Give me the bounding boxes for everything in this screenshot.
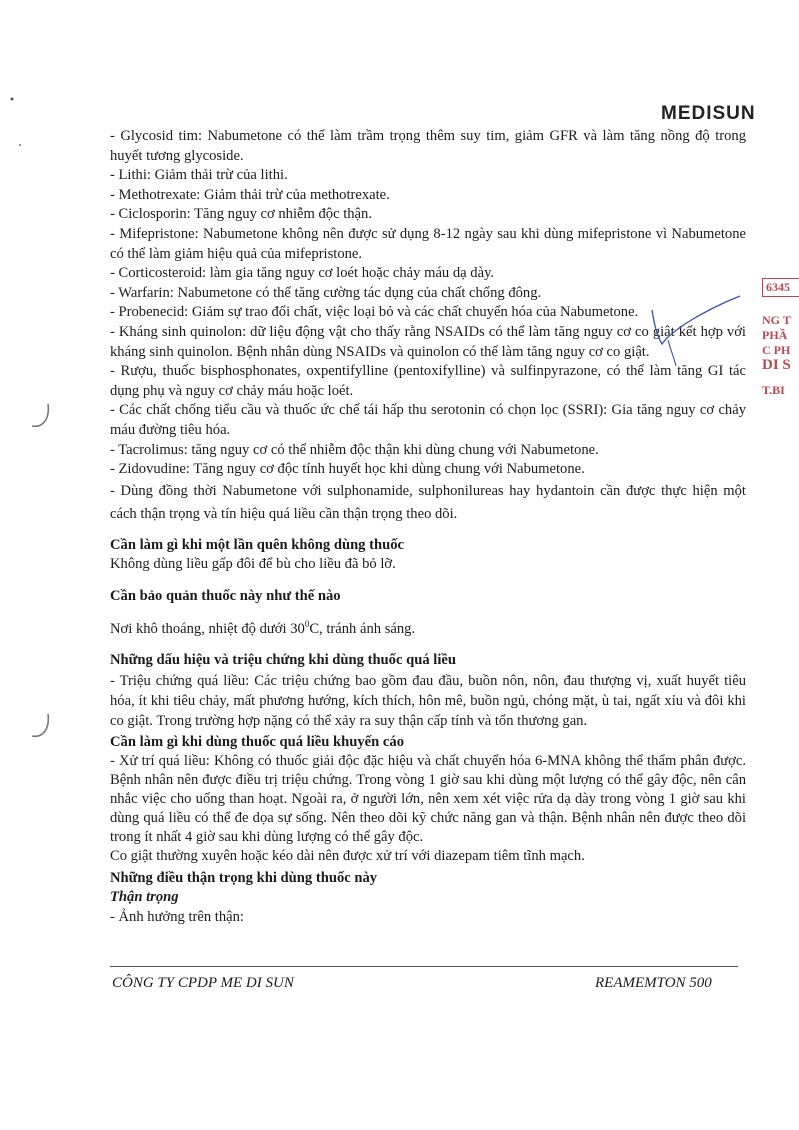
list-item: - Kháng sinh quinolon: dữ liệu động vật cho thấy rằng NSAIDs có thể làm tăng nguy cơ co giật kết hợp với kháng sinh quinolon. Bệnh nhân dùng NSAIDs và quinolon có thể làm tăng nguy cơ co giật. <box>110 323 746 360</box>
list-item: - Corticosteroid: làm gia tăng nguy cơ loét hoặc chảy máu dạ dày. <box>110 265 495 282</box>
section-heading-overdose-signs: Những dấu hiệu và triệu chứng khi dùng thuốc quá liều <box>110 651 456 668</box>
list-item: - Rượu, thuốc bisphosphonates, oxpentifylline (pentoxifylline) và sulfinpyrazone, có thể làm tăng GI tác dụng phụ và nguy cơ chảy máu hoặc loét. <box>110 363 746 399</box>
list-item: - Mifepristone: Nabumetone không nên được sử dụng 8-12 ngày sau khi dùng mifepristone vì Nabumetone có thể làm giảm hiệu quả của mifepristone. <box>110 225 746 262</box>
list-item: - Ciclosporin: Tăng nguy cơ nhiễm độc thận. <box>110 206 372 223</box>
punch-hole-mark-icon <box>28 400 54 434</box>
list-item: - Tacrolimus: tăng nguy cơ có thể nhiễm độc thận khi dùng chung với Nabumetone. <box>110 441 599 458</box>
section-heading-missed-dose: Cần làm gì khi một lần quên không dùng thuốc <box>110 536 404 553</box>
list-item: - Methotrexate: Giảm thải trừ của methotrexate. <box>110 186 390 203</box>
section-heading-storage: Cần bảo quản thuốc này như thế nào <box>110 587 341 604</box>
scan-mark-icon <box>8 95 48 155</box>
list-item: - Glycosid tim: Nabumetone có thể làm trầm trọng thêm suy tim, giảm GFR và làm tăng nồng độ trong huyết tương glycoside. <box>110 128 746 164</box>
stamp-text: NG T <box>762 313 791 327</box>
footer-divider <box>110 966 738 967</box>
list-item: - Các chất chống tiểu cầu và thuốc ức chế tái hấp thu serotonin có chọn lọc (SSRI): Gia tăng nguy cơ chảy máu đường tiêu hóa. <box>110 402 746 438</box>
section-text: Co giật thường xuyên hoặc kéo dài nên được xử trí với diazepam tiêm tĩnh mạch. <box>110 848 585 865</box>
section-heading-overdose-treatment: Cần làm gì khi dùng thuốc quá liều khuyến cáo <box>110 733 404 750</box>
footer-company: CÔNG TY CPDP ME DI SUN <box>112 975 294 991</box>
company-logo: MEDISUN <box>661 103 756 124</box>
list-item: - Probenecid: Giảm sự trao đổi chất, việc loại bỏ và các chất chuyển hóa của Nabumetone. <box>110 304 639 321</box>
list-item: - Zidovudine: Tăng nguy cơ độc tính huyết học khi dùng chung với Nabumetone. <box>110 461 585 478</box>
footer-product: REAMEMTON 500 <box>595 975 712 991</box>
section-text: Không dùng liều gấp đôi để bù cho liều đã bỏ lỡ. <box>110 556 396 573</box>
list-item: - Lithi: Giảm thải trừ của lithi. <box>110 167 288 184</box>
stamp-text: DI S <box>762 357 791 373</box>
degree-superscript: 0 <box>304 619 310 630</box>
subheading-precautions: Thận trọng <box>110 889 179 906</box>
storage-text-part1: Nơi khô thoáng, nhiệt độ dưới 30 <box>110 621 305 638</box>
handwritten-check-mark-icon <box>640 292 750 382</box>
stamp-text: PHẦ <box>762 328 788 342</box>
stamp-text: C PH <box>762 343 791 357</box>
storage-text-part2: C, tránh ánh sáng. <box>309 621 416 638</box>
section-text <box>110 615 746 639</box>
list-item: - Warfarin: Nabumetone có thể tăng cường tác dụng của chất chống đông. <box>110 284 542 301</box>
stamp-number: 6345 <box>762 278 799 297</box>
punch-hole-mark-icon <box>28 710 54 744</box>
section-text: - Triệu chứng quá liều: Các triệu chứng bao gồm đau đầu, buồn nôn, nôn, đau thượng vị, xuất huyết tiêu hóa, ít khi tiêu chảy, mất phương hướng, kích thích, hôn mê, buồn ngủ, chóng mặt, ù tai, ngất xỉu và đôi khi co giật. Trong trường hợp nặng có thể xảy ra suy thận cấp tính và tổn thương gan. <box>110 672 746 729</box>
stamp-text: T.BI <box>762 383 785 397</box>
section-heading-precautions: Những điều thận trọng khi dùng thuốc này <box>110 869 378 886</box>
list-item: - Dùng đồng thời Nabumetone với sulphonamide, sulphonilureas hay hydantoin cần được thực hiện một cách thận trọng và tín hiệu quá liều cần thận trọng theo dõi. <box>110 482 746 522</box>
document-body <box>110 127 746 927</box>
section-text: - Xử trí quá liều: Không có thuốc giải độc đặc hiệu và chất chuyển hóa 6-MNA không thể thẩm phân được. Bệnh nhân nên được điều trị triệu chứng. Trong vòng 1 giờ sau khi dùng một lượng có thể gây độc, nên cân nhắc việc cho uống than hoạt. Ngoài ra, ở người lớn, nên xem xét việc rửa dạ dày trong vòng 1 giờ sau khi dùng quá liều có thể đe dọa sự sống. Nên theo dõi kỹ chức năng gan và thận. Bệnh nhân nên được theo dõi trong ít nhất 4 giờ sau khi dùng lượng có thể gây độc. <box>110 753 746 846</box>
section-text: - Ảnh hưởng trên thận: <box>110 908 244 925</box>
approval-stamp <box>762 278 799 398</box>
